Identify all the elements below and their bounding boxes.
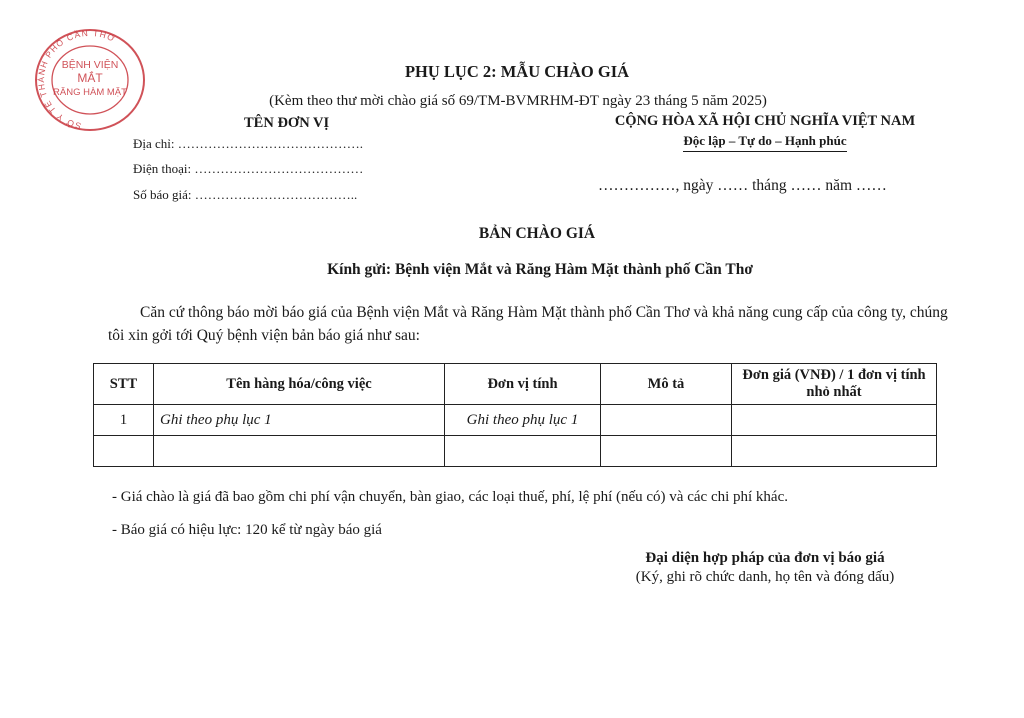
cell-stt: 1 <box>94 405 154 436</box>
national-motto: Độc lập – Tự do – Hạnh phúc <box>683 133 846 152</box>
signature-note: (Ký, ghi rõ chức danh, họ tên và đóng dấu) <box>635 569 895 585</box>
cell-item-name <box>154 436 445 467</box>
svg-text:SỞ Y TẾ THÀNH PHỐ CẦN THƠ: SỞ Y TẾ THÀNH PHỐ CẦN THƠ <box>35 28 118 132</box>
header-unit: Đơn vị tính <box>445 364 601 405</box>
signature-title: Đại diện hợp pháp của đơn vị báo giá <box>645 550 885 566</box>
recipient-line: Kính gửi: Bệnh viện Mắt và Răng Hàm Mặt thành phố Cần Thơ <box>327 261 753 278</box>
cell-item-name: Ghi theo phụ lục 1 <box>154 405 445 436</box>
svg-text:RĂNG HÀM MẶT: RĂNG HÀM MẶT <box>53 87 127 98</box>
note-price-inclusion: - Giá chào là giá đã bao gồm chi phí vận chuyển, bàn giao, các loại thuế, phí, lệ phí (nếu có) và các chi phí khác. <box>112 489 788 505</box>
cell-unit-price <box>732 405 937 436</box>
intro-paragraph: Căn cứ thông báo mời báo giá của Bệnh viện Mắt và Răng Hàm Mặt thành phố Cần Thơ và khả năng cung cấp của công ty, chúng tôi xin gởi tới Quý bệnh viện bản báo giá như sau: <box>108 304 948 344</box>
appendix-subtitle: (Kèm theo thư mời chào giá số 69/TM-BVMRHM-ĐT ngày 23 tháng 5 năm 2025) <box>269 93 767 109</box>
phone-field: Điện thoại: ………………………………… <box>133 161 364 176</box>
table-row <box>94 405 937 436</box>
header-stt: STT <box>94 364 154 405</box>
cell-unit-price <box>732 436 937 467</box>
country-name-heading: CỘNG HÒA XÃ HỘI CHỦ NGHĨA VIỆT NAM <box>614 113 916 129</box>
unit-name-heading: TÊN ĐƠN VỊ <box>244 115 330 131</box>
svg-text:MẮT: MẮT <box>77 71 103 85</box>
cell-stt <box>94 436 154 467</box>
date-line: ……………, ngày …… tháng …… năm …… <box>598 177 887 194</box>
cell-unit: Ghi theo phụ lục 1 <box>445 405 601 436</box>
cell-description <box>601 405 732 436</box>
header-description: Mô tả <box>601 364 732 405</box>
cell-unit <box>445 436 601 467</box>
appendix-title: PHỤ LỤC 2: MẪU CHÀO GIÁ <box>404 62 630 81</box>
document-title: BẢN CHÀO GIÁ <box>478 225 596 242</box>
svg-text:BỆNH VIỆN: BỆNH VIỆN <box>61 59 119 71</box>
cell-description <box>601 436 732 467</box>
quote-table <box>93 363 937 467</box>
motto-wrapper <box>560 132 970 152</box>
table-header-row <box>94 364 937 405</box>
table-row <box>94 436 937 467</box>
header-unit-price: Đơn giá (VNĐ) / 1 đơn vị tính nhỏ nhất <box>732 364 937 405</box>
address-field: Địa chỉ: ……………………………………. <box>133 136 364 151</box>
quote-number-field: Số báo giá: ……………………………….. <box>133 187 358 202</box>
note-validity: - Báo giá có hiệu lực: 120 kể từ ngày báo giá <box>112 522 382 538</box>
header-item-name: Tên hàng hóa/công việc <box>154 364 445 405</box>
